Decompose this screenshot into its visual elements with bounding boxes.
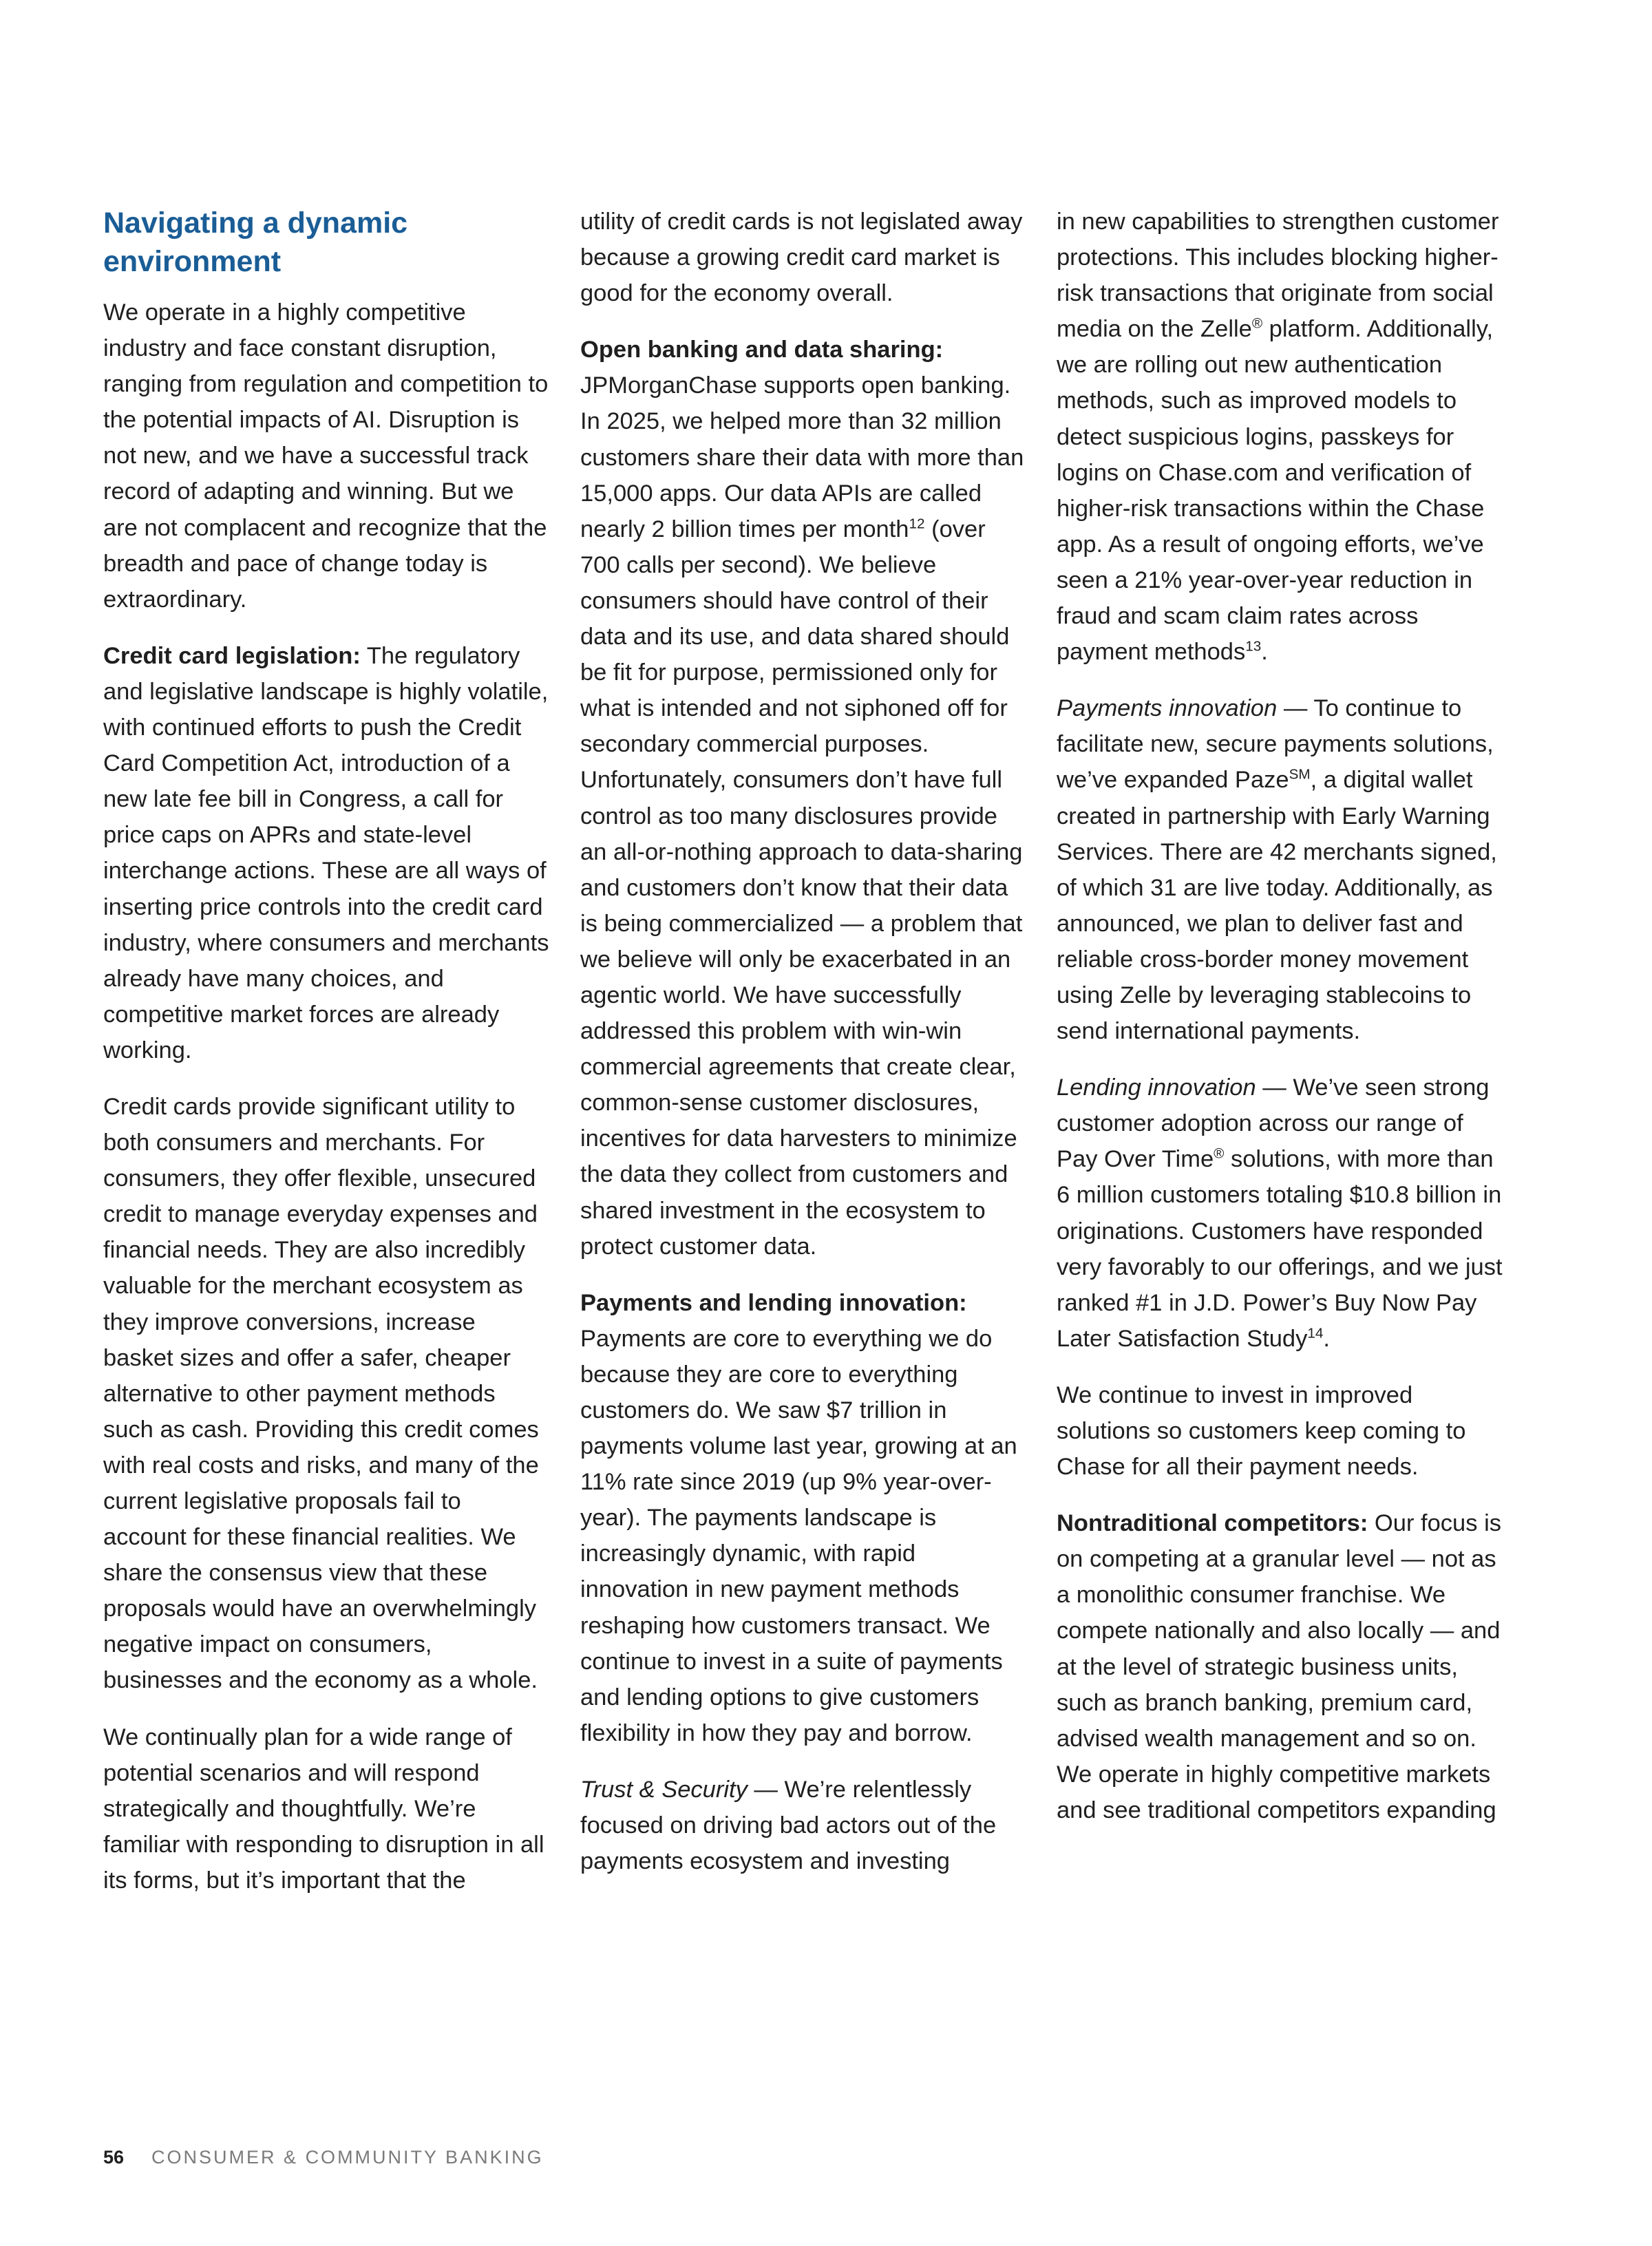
page-footer: [103, 2143, 544, 2171]
paragraph-text: JPMorganChase supports open banking. In 2025, we helped more than 32 million customers share their data with more than 15,000 apps. Our data APIs are called nearly 2 billion times per month: [580, 372, 1024, 542]
paragraph-nontraditional-competitors: [1057, 1505, 1504, 1828]
paragraph-text: , a digital wallet created in partnership with Early Warning Services. There are 42 merchants signed, of which 31 are live today. Additionally, as announced, we plan to deliver fast and reliable cross-border money movement using Zelle by leveraging stablecoins to send international payments.: [1057, 767, 1497, 1045]
paragraph-text: We continually plan for a wide range of potential scenarios and will respond strategically and thoughtfully. We’re familiar with responding to disruption in all its forms, but it’s important that the: [103, 1724, 544, 1894]
paragraph-lending-innovation: [1057, 1070, 1504, 1357]
registered-mark: ®: [1214, 1145, 1225, 1162]
paragraph-trust-security: [580, 1772, 1028, 1879]
paragraph-continuation: [580, 204, 1028, 311]
paragraph-text: solutions, with more than 6 million customers totaling $10.8 billion in originations. Customers have responded very favorably to our offerings, and we just ranked #1 in J.D. Power’s Buy Now Pay Later Satisfaction Study: [1057, 1146, 1503, 1352]
paragraph-payments-lending: [580, 1285, 1028, 1751]
text-column-3: [1057, 204, 1504, 1849]
registered-mark: ®: [1251, 315, 1263, 332]
paragraph-text: The regulatory and legislative landscape is highly volatile, with continued efforts to push the Credit Card Competition Act, introduction of a new late fee bill in Congress, a call for price caps on APRs and state-level interchange actions. These are all ways of inserting price controls into the credit card industry, where consumers and merchants already have many choices, and competitive market forces are already working.: [103, 642, 549, 1063]
paragraph-text: in new capabilities to strengthen customer protections. This includes blocking higher-risk transactions that originate from social media on the Zelle: [1057, 209, 1499, 343]
footnote-marker: 14: [1307, 1325, 1324, 1342]
paragraph-text: platform. Additionally, we are rolling out new authentication methods, such as improved models to detect suspicious logins, passkeys for logins on Chase.com and verification of higher-risk transactions within the Chase app. As a result of ongoing efforts, we’ve seen a 21% year-over-year reduction in fraud and scam claim rates across payment methods: [1057, 316, 1494, 666]
lead-in-open-banking: Open banking and data sharing:: [580, 337, 944, 363]
lead-in-payments-innovation: Payments innovation: [1057, 695, 1278, 722]
footnote-marker: 12: [909, 516, 925, 532]
lead-in-lending-innovation: Lending innovation: [1057, 1074, 1256, 1101]
footer-section-name: CONSUMER & COMMUNITY BANKING: [151, 2147, 544, 2168]
paragraph-text: utility of credit cards is not legislated away because a growing credit card market is good for the economy overall.: [580, 209, 1023, 307]
service-mark: SM: [1289, 766, 1311, 783]
paragraph-text: .: [1261, 639, 1268, 666]
paragraph-text: — We’re relentlessly focused on driving bad actors out of the payments ecosystem and investing: [580, 1776, 997, 1875]
paragraph-text: Our focus is on competing at a granular level — not as a monolithic consumer franchise. We compete nationally and also locally — and at the level of strategic business units, such as branch banking, premium card, advised wealth management and so on. We operate in highly competitive markets and see traditional competitors expanding: [1057, 1510, 1501, 1823]
paragraph-text: .: [1323, 1325, 1330, 1352]
paragraph-text: We operate in a highly competitive industry and face constant disruption, ranging from regulation and competition to the potential impacts of AI. Disruption is not new, and we have a successful track record of adapting and winning. But we are not complacent and recognize that the breadth and pace of change today is extraordinary.: [103, 299, 549, 613]
paragraph-payments-innovation: [1057, 690, 1504, 1049]
paragraph-continuation: [1057, 204, 1504, 670]
lead-in-trust-security: Trust & Security: [580, 1776, 748, 1803]
paragraph-text: (over 700 calls per second). We believe consumers should have control of their data and its use, and data shared should be fit for purpose, permissioned only for what is intended and not siphoned off for secondary commercial purposes. Unfortunately, consumers don’t have full control as too many disclosures provide an all-or-nothing approach to data-sharing and customers don’t know that their data is being commercialized — a problem that we believe will only be exacerbated in an agentic world. We have successfully addressed this problem with win-win commercial agreements that create clear, common-sense customer disclosures, incentives for data harvesters to minimize the data they collect from customers and shared investment in the ecosystem to protect customer data.: [580, 516, 1023, 1260]
lead-in-payments-lending: Payments and lending innovation:: [580, 1289, 967, 1316]
paragraph-credit-card-legislation: [103, 638, 551, 1068]
paragraph-text: — We’ve seen strong customer adoption across our range of Pay Over Time: [1057, 1074, 1490, 1173]
paragraph-text: We continue to invest in improved solutions so customers keep coming to Chase for all their payment needs.: [1057, 1381, 1466, 1481]
paragraph-continued-investment: [1057, 1377, 1504, 1485]
text-column-1: [103, 204, 551, 1919]
page-number: 56: [103, 2147, 125, 2168]
footnote-marker: 13: [1245, 638, 1262, 655]
paragraph-open-banking: [580, 332, 1028, 1264]
paragraph-text: — To continue to facilitate new, secure payments solutions, we’ve expanded Paze: [1057, 695, 1494, 794]
paragraph-text: Payments are core to everything we do because they are core to everything customers do. We saw $7 trillion in payments volume last year, growing at an 11% rate since 2019 (up 9% year-over-year). The payments landscape is increasingly dynamic, with rapid innovation in new payment methods reshaping how customers transact. We continue to invest in a suite of payments and lending options to give customers flexibility in how they pay and borrow.: [580, 1325, 1017, 1746]
paragraph-credit-card-utility: [103, 1089, 551, 1699]
text-column-2: [580, 204, 1028, 1900]
lead-in-credit-card-legislation: Credit card legislation:: [103, 642, 361, 669]
paragraph-intro: [103, 295, 551, 617]
paragraph-text: Credit cards provide significant utility to both consumers and merchants. For consumers, they offer flexible, unsecured credit to manage everyday expenses and financial needs. They are also incredibly valuable for the merchant ecosystem as they improve conversions, increase basket sizes and offer a safer, cheaper alternative to other payment methods such as cash. Providing this credit comes with real costs and risks, and many of the current legislative proposals fail to account for these financial realities. We share the consensus view that these proposals would have an overwhelmingly negative impact on consumers, businesses and the economy as a whole.: [103, 1093, 539, 1694]
lead-in-nontraditional-competitors: Nontraditional competitors:: [1057, 1510, 1368, 1537]
paragraph-scenario-planning: [103, 1719, 551, 1898]
section-heading: Navigating a dynamic environment: [103, 206, 408, 278]
